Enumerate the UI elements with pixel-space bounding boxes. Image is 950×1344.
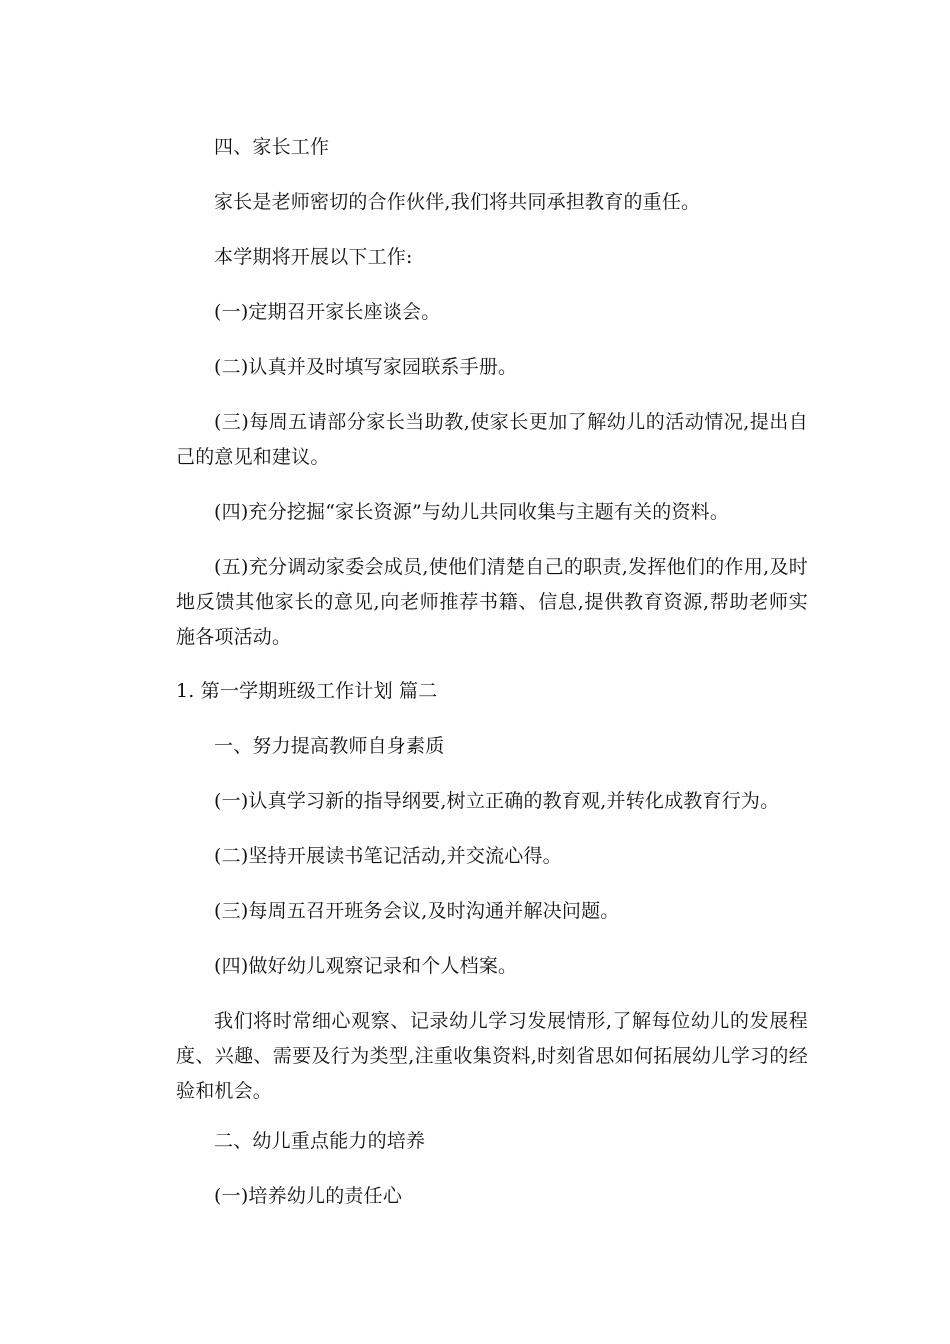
list-item: (二)坚持开展读书笔记活动,并交流心得。 (214, 845, 562, 867)
paragraph: 家长是老师密切的合作伙伴,我们将共同承担教育的重任。 (214, 191, 701, 213)
list-item: (三)每周五请部分家长当助教,使家长更加了解幼儿的活动情况,提出自己的意见和建议。 (176, 411, 808, 468)
article-title: 1. 第一学期班级工作计划 篇二 (176, 680, 438, 702)
section-heading-parent-work: 四、家长工作 (214, 136, 330, 158)
list-item: (五)充分调动家委会成员,使他们清楚自己的职责,发挥他们的作用,及时地反馈其他家长的意见,向老师推荐书籍、信息,提供教育资源,帮助老师实施各项活动。 (176, 556, 808, 648)
list-item: (二)认真并及时填写家园联系手册。 (214, 356, 518, 378)
paragraph: 本学期将开展以下工作: (214, 246, 413, 268)
list-item: (一)培养幼儿的责任心 (214, 1185, 403, 1207)
list-item: (四)做好幼儿观察记录和个人档案。 (214, 955, 518, 977)
list-item: (一)定期召开家长座谈会。 (214, 301, 441, 323)
list-item: (一)认真学习新的指导纲要,树立正确的教育观,并转化成教育行为。 (214, 790, 780, 812)
section-heading-teacher-quality: 一、努力提高教师自身素质 (214, 735, 445, 757)
section-heading-key-abilities: 二、幼儿重点能力的培养 (214, 1130, 426, 1152)
paragraph: 我们将时常细心观察、记录幼儿学习发展情形,了解每位幼儿的发展程度、兴趣、需要及行为类型,注重收集资料,时刻省思如何拓展幼儿学习的经验和机会。 (176, 1010, 808, 1102)
list-item: (四)充分挖掘“家长资源”与幼儿共同收集与主题有关的资料。 (214, 501, 730, 523)
list-item: (三)每周五召开班务会议,及时沟通并解决问题。 (214, 900, 620, 922)
